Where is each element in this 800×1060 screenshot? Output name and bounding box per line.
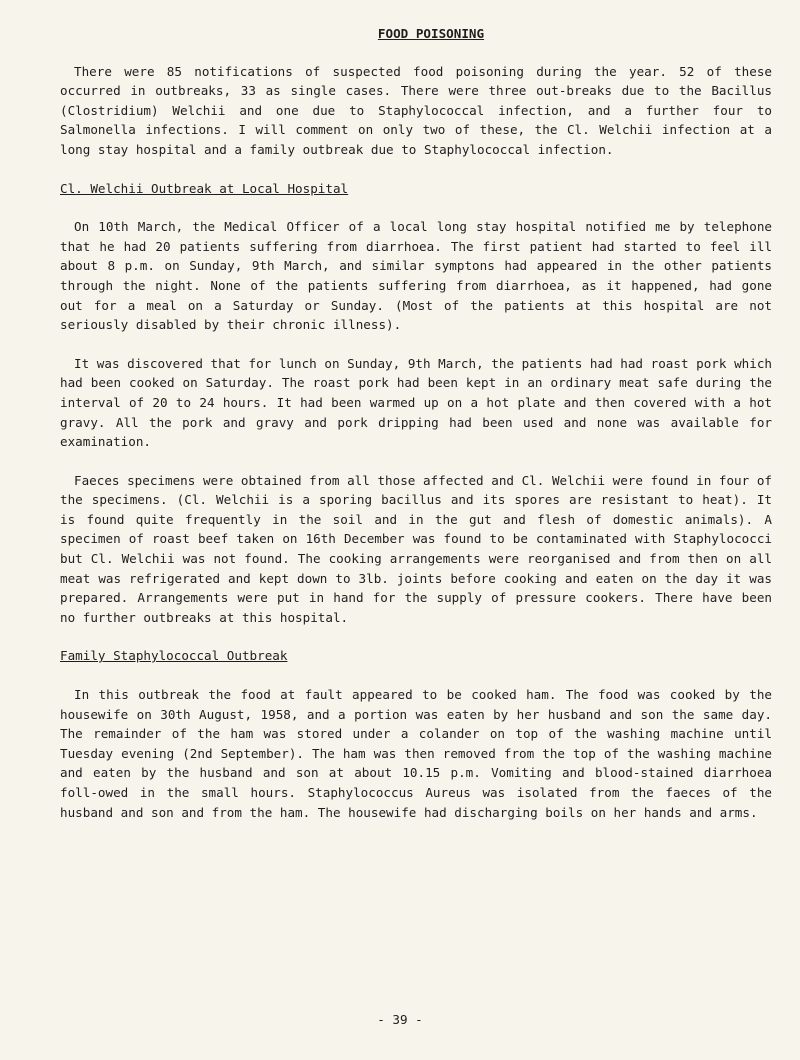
- page-number: - 39 -: [377, 1012, 423, 1027]
- welchii-paragraph-3: Faeces specimens were obtained from all those affected and Cl. Welchii were found in four of the specimens. (Cl. Welchii is a sporing bacillus and its spores are resistant to heat). It is found quite frequently in the soil and in the gut and flesh of domestic animals). A specimen of roast beef taken on 16th December was found to be contaminated with Staphylococci but Cl. Welchii was not found. The cooking arrangements were reorganised and from then on all meat was refrigerated and kept down to 3lb. joints before cooking and eaten on the day it was prepared. Arrangements were put in hand for the supply of pressure cookers. There have been no further outbreaks at this hospital.: [60, 472, 772, 625]
- welchii-paragraph-1: On 10th March, the Medical Officer of a local long stay hospital notified me by telephone that he had 20 patients suffering from diarrhoea. The first patient had started to feel ill about 8 p.m. on Sunday, 9th March, and similar symptons had appeared in the other patients through the night. None of the patients suffering from diarrhoea, as it happened, had gone out for a meal on a Saturday or Sunday. (Most of the patients at this hospital are not seriously disabled by their chronic illness).: [60, 219, 772, 333]
- page-title: FOOD POISONING: [377, 26, 485, 41]
- document-page: [60, 24, 772, 841]
- intro-paragraph: There were 85 notifications of suspected food poisoning during the year. 52 of these occurred in outbreaks, 33 as single cases. There were three out-breaks due to the Bacillus (Clostridium) Welchii and one due to Staphylococcal infection, and a further four to Salmonella infections. I will comment on only two of these, the Cl. Welchii infection at a long stay hospital and a family outbreak due to Staphylococcal infection.: [60, 63, 772, 157]
- welchii-paragraph-2: It was discovered that for lunch on Sunday, 9th March, the patients had had roast pork which had been cooked on Saturday. The roast pork had been kept in an ordinary meat safe during the interval of 20 to 24 hours. It had been warmed up on a hot plate and then covered with a hot gravy. All the pork and gravy and pork dripping had been used and none was available for examination.: [60, 355, 772, 450]
- section-heading-welchii: Cl. Welchii Outbreak at Local Hospital: [60, 180, 349, 196]
- family-paragraph-1: In this outbreak the food at fault appeared to be cooked ham. The food was cooked by the housewife on 30th August, 1958, and a portion was eaten by her husband and son the same day. The remainder of the ham was stored under a colander on top of the washing machine until Tuesday evening (2nd September). The ham was then removed from the top of the washing machine and eaten by the husband and son at about 10.15 p.m. Vomiting and blood-stained diarrhoea foll-owed in the small hours. Staphylococcus Aureus was isolated from the faeces of the husband and son and from the ham. The housewife had discharging boils on her hands and arms.: [60, 687, 772, 820]
- section-heading-family: Family Staphylococcal Outbreak: [60, 648, 288, 664]
